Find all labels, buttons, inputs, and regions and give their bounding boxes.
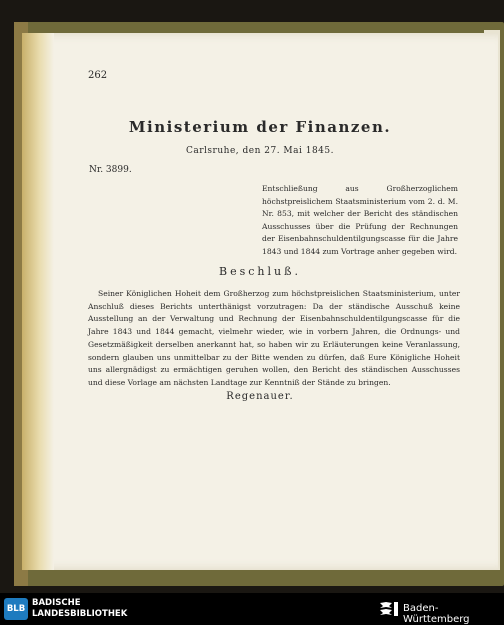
date-line: Carlsruhe, den 27. Mai 1845. (186, 146, 334, 156)
section-heading: Beschluß. (219, 265, 301, 278)
page-gutter (22, 33, 54, 570)
document-number: Nr. 3899. (89, 165, 132, 175)
body-paragraph: Seiner Königlichen Hoheit dem Großherzog zum höchstpreislichen Staatsministerium, unter Anschluß dieses Berichts unterthänigst vorzutragen: Da der ständische Ausschuß keine Ausstellung an der Verwaltung und Rechnung der Eisenbahnschuldentilgungscasse für die Jahre 1843 und 1844 gemacht, vielmehr wieder, wie in vorbern Jahren, die Ordnungs- und Gesetzmäßigkeit derselben anerkannt hat, so haben wir zu Erläuterungen keine Veranlassung, sondern glauben uns unmittelbar zu der Bitte wenden zu dürfen, daß Eure Königliche Hoheit uns allergnädigst zu ermächtigen geruhen wollen, den Bericht des ständischen Ausschusses und diese Vorlage am nächsten Landtage zur Kenntniß der Stände zu bringen. (88, 289, 460, 387)
page-number: 262 (88, 70, 108, 81)
coat-of-arms-icon (378, 600, 400, 618)
page-title: Ministerium der Finanzen. (128, 118, 392, 136)
state-name[interactable]: Baden-Württemberg (403, 603, 470, 625)
summary-paragraph: Entschließung aus Großherzoglichem höchstpreislichem Staatsministerium vom 2. d. M. Nr. 853, mit welcher der Bericht des ständischen Ausschusses über die Prüfung der Rechnungen der Eisenbahnschuldentilgungscasse für die Jahre 1843 und 1844 zum Vortrage anher gegeben wird. (262, 184, 458, 256)
library-name[interactable] (32, 598, 127, 620)
signature: Regenauer. (226, 391, 294, 402)
library-name-line2: LANDESBIBLIOTHEK (32, 609, 128, 619)
blb-logo[interactable]: BLB (4, 598, 28, 620)
library-name-line1: BADISCHE (32, 598, 81, 608)
